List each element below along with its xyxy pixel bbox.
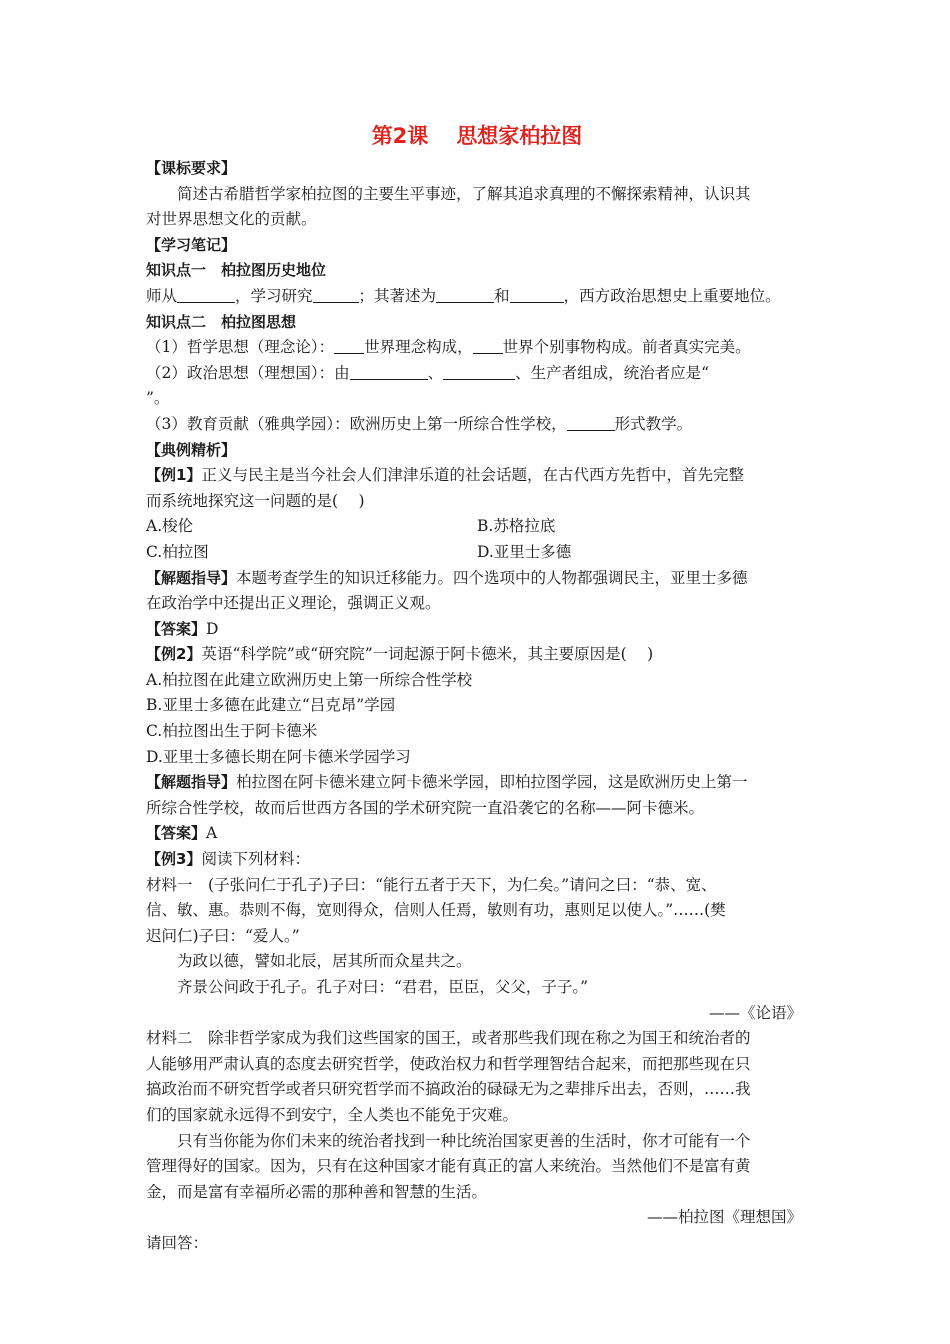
example-label: 【例2】 bbox=[146, 645, 202, 664]
text: 、 bbox=[427, 363, 444, 382]
lesson-name: 思想家柏拉图 bbox=[456, 124, 583, 148]
example-2-guide-cont: 所综合性学校，故而后世西方各国的学术研究院一直沿袭它的名称——阿卡德米。 bbox=[146, 798, 705, 817]
page-title bbox=[146, 118, 808, 154]
option-b[interactable]: B.苏格拉底 bbox=[477, 517, 556, 536]
material-1-line: 信、敏、惠。恭则不侮，宽则得众，信则人任焉，敏则有功，惠则足以使人。”……(樊 bbox=[146, 901, 726, 920]
text: 柏拉图在阿卡德米建立阿卡德米学园，即柏拉图学园，这是欧洲历史上第一 bbox=[236, 773, 748, 792]
guide-label: 【解题指导】 bbox=[146, 773, 237, 792]
material-2-source: ——柏拉图《理想国》 bbox=[646, 1208, 802, 1227]
standard-text-line: 简述古希腊哲学家柏拉图的主要生平事迹，了解其追求真理的不懈探索精神，认识其 bbox=[177, 184, 751, 203]
text: ，西方政治思想史上重要地位。 bbox=[563, 286, 781, 305]
example-label: 【例3】 bbox=[146, 850, 202, 869]
option-c[interactable]: C.柏拉图 bbox=[146, 542, 209, 561]
option-c[interactable]: C.柏拉图出生于阿卡德米 bbox=[146, 722, 318, 741]
text: 和 bbox=[494, 286, 510, 305]
example-1-answer bbox=[146, 617, 808, 643]
answer-blank[interactable] bbox=[443, 362, 515, 380]
lesson-number: 第2课 bbox=[371, 124, 429, 148]
notes-heading: 【学习笔记】 bbox=[146, 235, 237, 254]
example-3-question bbox=[146, 847, 808, 873]
answer-blank[interactable] bbox=[177, 285, 235, 303]
fill-line-education bbox=[146, 412, 808, 438]
answer-blank[interactable] bbox=[350, 362, 428, 380]
text: 本题考查学生的知识迁移能力。四个选项中的人物都强调民主，亚里士多德 bbox=[236, 568, 748, 587]
fill-line-philosophy bbox=[146, 335, 808, 361]
material-2-line: 搞政治而不研究哲学或者只研究哲学而不搞政治的碌碌无为之辈排斥出去，否则，……我 bbox=[146, 1080, 751, 1099]
example-1-question-cont: 而系统地探究这一问题的是( ) bbox=[146, 491, 365, 510]
material-1-line: 为政以德，譬如北辰，居其所而众星共之。 bbox=[177, 952, 472, 971]
text: 师从 bbox=[146, 286, 178, 305]
fill-line-politics-cont: ”。 bbox=[146, 389, 170, 408]
text: （3）教育贡献（雅典学园）：欧洲历史上第一所综合性学校， bbox=[146, 414, 567, 433]
material-2-line: 金，而是富有幸福所必需的那种善和智慧的生活。 bbox=[146, 1182, 488, 1201]
example-1-options-row bbox=[146, 514, 808, 540]
text: 正义与民主是当今社会人们津津乐道的社会话题，在古代西方先哲中，首先完整 bbox=[201, 466, 744, 485]
option-d[interactable]: D.亚里士多德长期在阿卡德米学园学习 bbox=[146, 747, 411, 766]
text: 世界理念构成， bbox=[364, 338, 473, 357]
text: 形式教学。 bbox=[614, 414, 693, 433]
example-1-options-row bbox=[146, 540, 808, 566]
option-b[interactable]: B.亚里士多德在此建立“吕克昂”学园 bbox=[146, 696, 396, 715]
answer-blank[interactable] bbox=[510, 285, 564, 303]
material-2-line: 人能够用严肃认真的态度去研究哲学，使政治权力和哲学理智结合起来，而把那些现在只 bbox=[146, 1054, 751, 1073]
option-d[interactable]: D.亚里士多德 bbox=[477, 542, 572, 561]
example-label: 【例1】 bbox=[146, 466, 202, 485]
text: 英语“科学院”或“研究院”一词起源于阿卡德米，其主要原因是( ) bbox=[201, 645, 654, 664]
knowledge-point-1: 知识点一 柏拉图历史地位 bbox=[146, 261, 327, 280]
material-1-line: 材料一 (子张问仁于孔子)子曰：“能行五者于天下，为仁矣。”请问之曰：“恭、宽、 bbox=[146, 875, 717, 894]
example-2-question bbox=[146, 642, 808, 668]
text: 阅读下列材料： bbox=[201, 850, 310, 869]
text: （1）哲学思想（理念论）： bbox=[146, 338, 335, 357]
material-2-line: 们的国家就永远得不到安宁，全人类也不能免于灾难。 bbox=[146, 1105, 519, 1124]
example-1-guide bbox=[146, 566, 808, 592]
material-2-line: 管理得好的国家。因为，只有在这种国家才能有真正的富人来统治。当然他们不是富有黄 bbox=[146, 1157, 751, 1176]
answer-label: 【答案】 bbox=[146, 824, 207, 843]
answer-blank[interactable] bbox=[313, 285, 359, 303]
answer-prompt: 请回答： bbox=[146, 1233, 209, 1252]
option-a[interactable]: A.柏拉图在此建立欧洲历史上第一所综合性学校 bbox=[146, 670, 473, 689]
material-1-line: 齐景公问政于孔子。孔子对曰：“君君，臣臣，父父，子子。” bbox=[177, 978, 589, 996]
examples-heading: 【典例精析】 bbox=[146, 440, 237, 459]
material-2-line: 只有当你能为你们未来的统治者找到一种比统治国家更善的生活时，你才可能有一个 bbox=[177, 1131, 751, 1150]
answer-value: A bbox=[206, 824, 218, 843]
answer-blank[interactable] bbox=[473, 336, 503, 354]
example-1-question bbox=[146, 463, 808, 489]
worksheet bbox=[146, 118, 808, 1257]
example-1-guide-cont: 在政治学中还提出正义理论，强调正义观。 bbox=[146, 594, 441, 613]
answer-value: D bbox=[206, 619, 219, 638]
standard-heading: 【课标要求】 bbox=[146, 159, 237, 177]
answer-blank[interactable] bbox=[436, 285, 494, 303]
example-2-guide bbox=[146, 770, 808, 796]
material-2-line: 材料二 除非哲学家成为我们这些国家的国王，或者那些我们现在称之为国王和统治者的 bbox=[146, 1029, 751, 1048]
option-a[interactable]: A.梭伦 bbox=[146, 517, 194, 536]
text: ；其著述为 bbox=[358, 286, 437, 305]
text: （2）政治思想（理想国）：由 bbox=[146, 363, 350, 382]
material-1-line: 迟问仁)子曰：“爱人。” bbox=[146, 926, 300, 945]
answer-blank[interactable] bbox=[567, 413, 615, 431]
material-1-source: ——《论语》 bbox=[708, 1003, 802, 1022]
fill-line-politics bbox=[146, 361, 808, 387]
text: 、生产者组成，统治者应是“ bbox=[515, 363, 710, 382]
guide-label: 【解题指导】 bbox=[146, 568, 237, 587]
fill-line-status bbox=[146, 284, 808, 310]
knowledge-point-2: 知识点二 柏拉图思想 bbox=[146, 312, 297, 331]
example-2-answer bbox=[146, 821, 808, 847]
standard-text-line: 对世界思想文化的贡献。 bbox=[146, 210, 317, 229]
text: ，学习研究 bbox=[235, 286, 313, 305]
answer-blank[interactable] bbox=[334, 336, 364, 354]
text: 世界个别事物构成。前者真实完美。 bbox=[502, 338, 751, 357]
answer-label: 【答案】 bbox=[146, 619, 207, 638]
